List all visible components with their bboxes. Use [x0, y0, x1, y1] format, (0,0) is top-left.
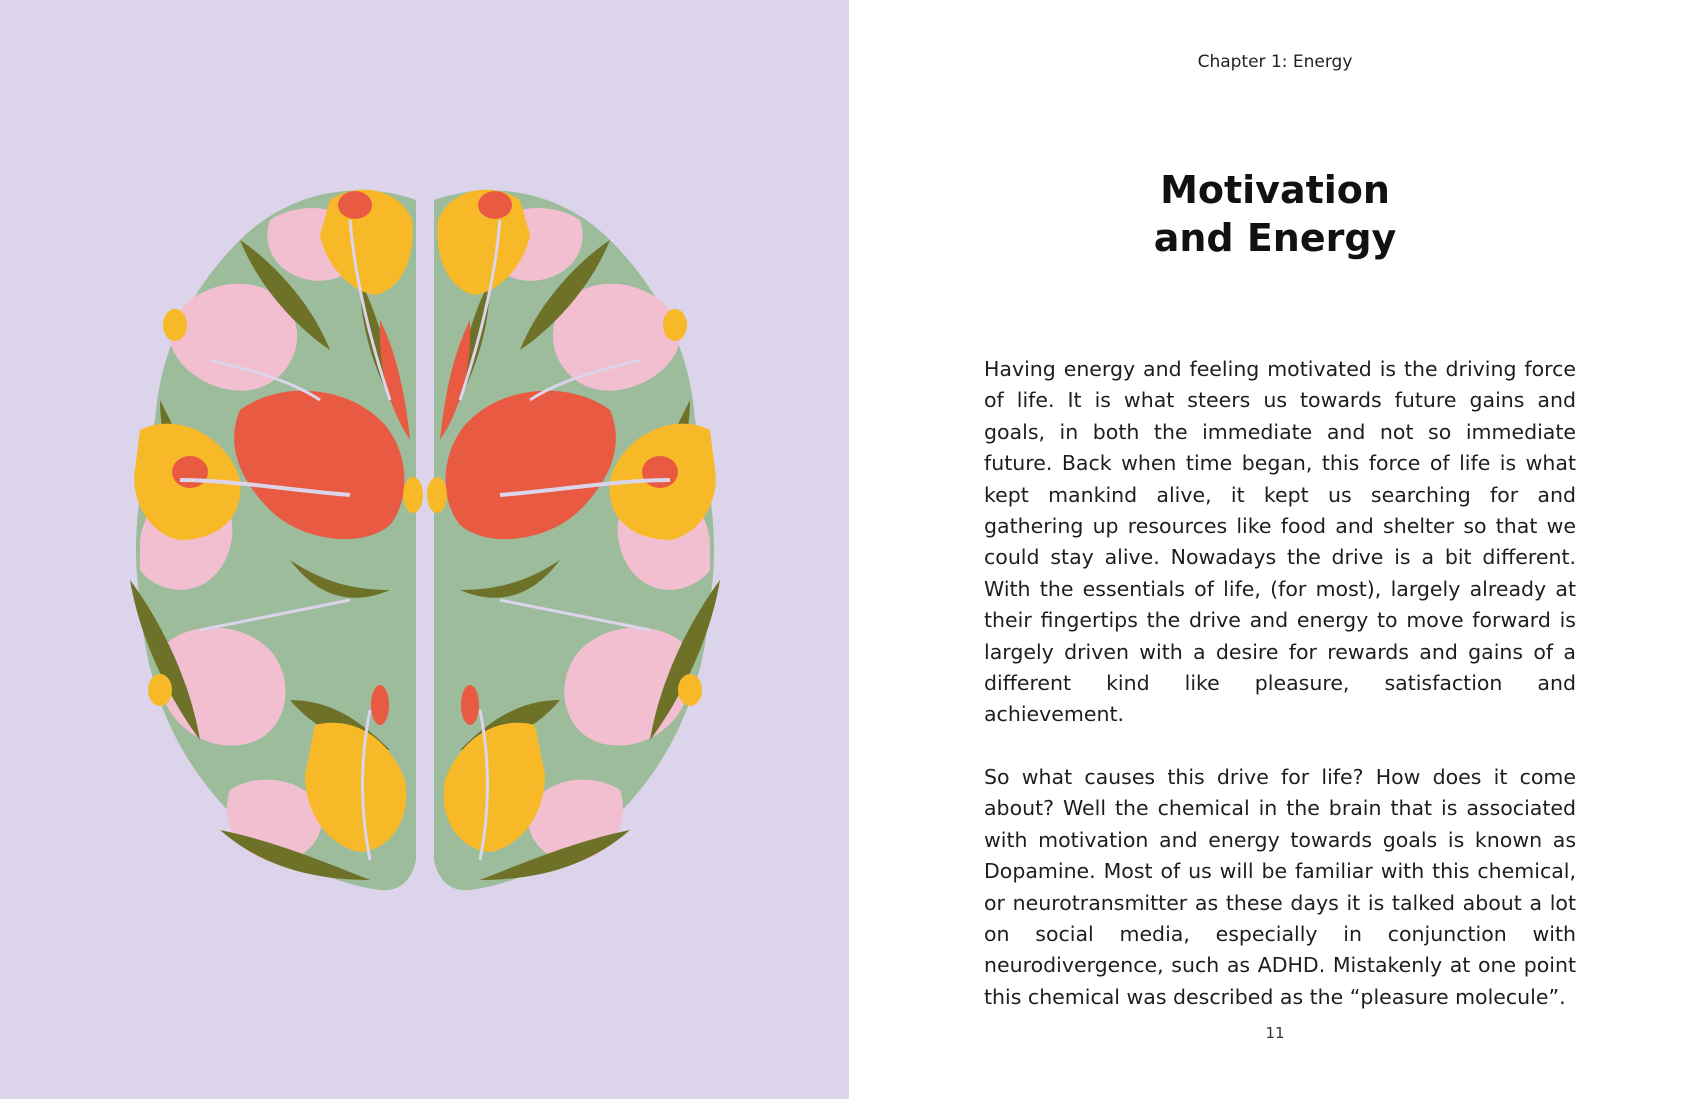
paragraph: Having energy and feeling motivated is the driving force of life. It is what steers us towards future gains and goals, in both the immediate and not so immediate future. Back when time began, this force of life is what kept mankind alive, it kept us searching for and gathering up resources like food and shelter so that we could stay alive. Nowadays the drive is a bit different. With the essentials of life, (for most), largely already at their fingertips the drive and energy to move forward is largely driven with a desire for rewards and gains of a different kind like pleasure, satisfaction and achievement.: [984, 357, 1576, 727]
text-page: [849, 0, 1701, 1099]
left-hemisphere: [130, 190, 423, 891]
floral-brain-illustration: [120, 180, 730, 900]
paragraph: So what causes this drive for life? How does it come about? Well the chemical in the brain that is associated with motivation and energy towards goals is known as Dopamine. Most of us will be familiar with this chemical, or neurotransmitter as these days it is talked about a lot on social media, especially in conjunction with neurodivergence, such as ADHD. Mistakenly at one point this chemical was described as the “pleasure molecule”.: [984, 764, 1576, 1009]
right-hemisphere: [427, 190, 720, 891]
body-text: [984, 354, 1576, 1044]
title-line-1: Motivation: [1160, 168, 1390, 212]
illustration-page: [0, 0, 849, 1099]
running-head: Chapter 1: Energy: [1197, 52, 1353, 72]
page-number: 11: [1265, 1024, 1285, 1042]
title-line-2: and Energy: [1153, 216, 1397, 260]
page-title: [849, 166, 1701, 262]
